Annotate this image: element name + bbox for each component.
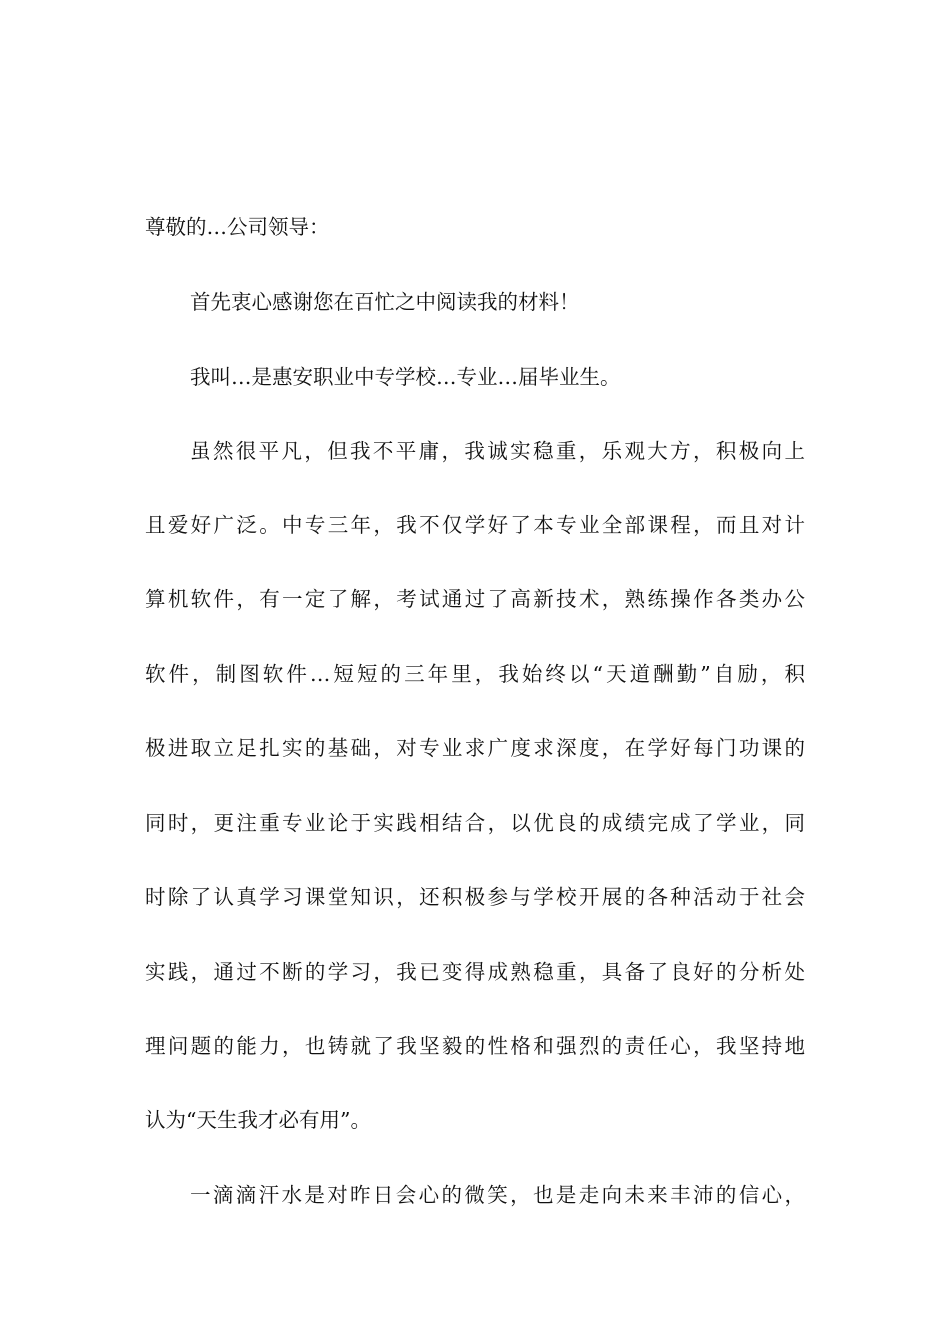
paragraph-4-line-1: 一滴滴汗水是对昨日会心的微笑，也是走向未来丰沛的信心， bbox=[190, 1183, 805, 1207]
salutation: 尊敬的…公司领导： bbox=[145, 215, 330, 239]
paragraph-3-line-10: 认为“天生我才必有用”。 bbox=[145, 1108, 371, 1132]
paragraph-3-line-5: 极进取立足扎实的基础，对专业求广度求深度，在学好每门功课的 bbox=[145, 736, 805, 760]
paragraph-3-line-2: 且爱好广泛。中专三年，我不仅学好了本专业全部课程，而且对计 bbox=[145, 513, 805, 537]
paragraph-1-line-1: 首先衷心感谢您在百忙之中阅读我的材料！ bbox=[190, 290, 580, 314]
paragraph-3-line-9: 理问题的能力，也铸就了我坚毅的性格和强烈的责任心，我坚持地 bbox=[145, 1034, 805, 1058]
paragraph-3-line-3: 算机软件，有一定了解，考试通过了高新技术，熟练操作各类办公 bbox=[145, 587, 805, 611]
paragraph-2-line-1: 我叫…是惠安职业中专学校…专业…届毕业生。 bbox=[190, 365, 621, 389]
paragraph-3-line-4: 软件，制图软件…短短的三年里，我始终以“天道酬勤”自励，积 bbox=[145, 662, 805, 686]
paragraph-3-line-7: 时除了认真学习课堂知识，还积极参与学校开展的各种活动于社会 bbox=[145, 885, 805, 909]
paragraph-3-line-8: 实践，通过不断的学习，我已变得成熟稳重，具备了良好的分析处 bbox=[145, 960, 805, 984]
paragraph-3-line-6: 同时，更注重专业论于实践相结合，以优良的成绩完成了学业，同 bbox=[145, 811, 805, 835]
paragraph-3-line-1: 虽然很平凡，但我不平庸，我诚实稳重，乐观大方，积极向上 bbox=[190, 439, 805, 463]
